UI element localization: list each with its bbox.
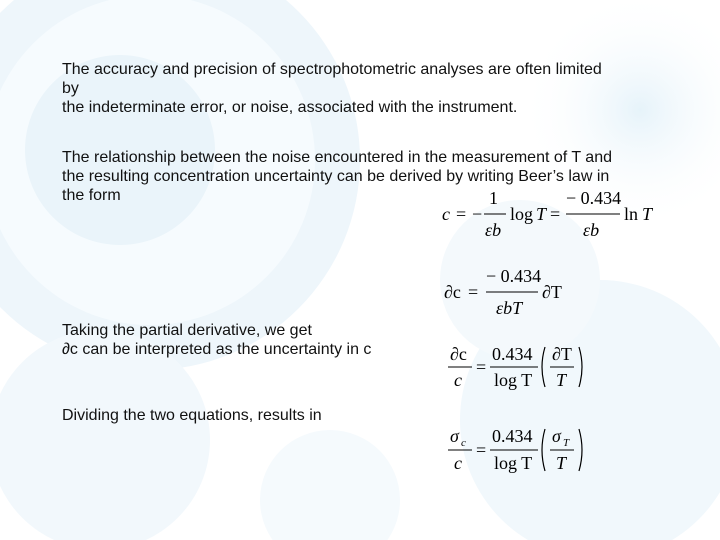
relative-uncertainty-equation: [444, 342, 594, 394]
intro-line-2: by: [62, 80, 79, 97]
eq1-minus: −: [472, 204, 483, 224]
eq2-rhs: ∂T: [542, 282, 562, 302]
eq3-den-right: T: [556, 370, 567, 390]
eq1-den2: εb: [583, 220, 600, 240]
eq1-T2: T: [642, 204, 653, 224]
eq4-sigma-left: σ: [450, 426, 459, 446]
eq2-den: εbT: [496, 298, 523, 318]
intro-line-1: The accuracy and precision of spectrophotometric analyses are often limited: [62, 61, 602, 78]
eq2-equals: =: [468, 282, 479, 302]
eq4-paren-right: [579, 429, 582, 471]
eq3-paren-left: [542, 347, 545, 387]
dividing-line-1: Dividing the two equations, results in: [62, 407, 322, 424]
partial-derivative-paragraph: [62, 321, 422, 359]
eq3-den-left: c: [454, 370, 462, 390]
eq4-coef: 0.434: [492, 426, 533, 446]
eq1-equals: =: [456, 204, 467, 224]
dividing-paragraph: [62, 406, 382, 425]
eq1-log: log: [510, 204, 534, 224]
partial-line-1: Taking the partial derivative, we get: [62, 322, 312, 339]
eq4-equals: =: [476, 440, 487, 460]
eq3-coef: 0.434: [492, 344, 533, 364]
eq3-num-left: ∂c: [450, 344, 467, 364]
derivative-equation: [442, 268, 582, 320]
eq1-equals-2: =: [550, 204, 561, 224]
eq4-sub-left: c: [461, 437, 466, 449]
eq4-sigma-right: σ: [552, 426, 561, 446]
intro-line-3: the indeterminate error, or noise, associated with the instrument.: [62, 99, 518, 116]
eq4-paren-left: [542, 429, 545, 471]
eq1-num1: 1: [489, 188, 498, 208]
sigma-equation: [444, 424, 594, 476]
eq2-lhs: ∂c: [444, 282, 461, 302]
eq3-num-right: ∂T: [552, 344, 572, 364]
eq4-logT: log T: [494, 453, 533, 473]
eq3-paren-right: [579, 347, 582, 387]
eq1-lhs: c: [442, 204, 450, 224]
beers-law-equation: [440, 188, 660, 240]
eq1-ln: ln: [624, 204, 639, 224]
eq2-num: − 0.434: [486, 268, 542, 286]
eq4-den-right: T: [556, 453, 567, 473]
partial-line-2: ∂c can be interpreted as the uncertainty in c: [62, 341, 372, 358]
eq4-sub-right: T: [563, 437, 570, 449]
relationship-line-2: the resulting concentration uncertainty can be derived by writing Beer’s law in: [62, 168, 610, 185]
eq1-T: T: [536, 204, 547, 224]
eq3-logT: log T: [494, 370, 533, 390]
intro-paragraph: [62, 60, 682, 117]
eq1-den1: εb: [485, 220, 502, 240]
eq3-equals: =: [476, 357, 487, 377]
relationship-line-1: The relationship between the noise encountered in the measurement of T and: [62, 149, 612, 166]
eq4-den-left: c: [454, 453, 462, 473]
relationship-line-3: the form: [62, 187, 121, 204]
eq1-num2: − 0.434: [566, 188, 622, 208]
